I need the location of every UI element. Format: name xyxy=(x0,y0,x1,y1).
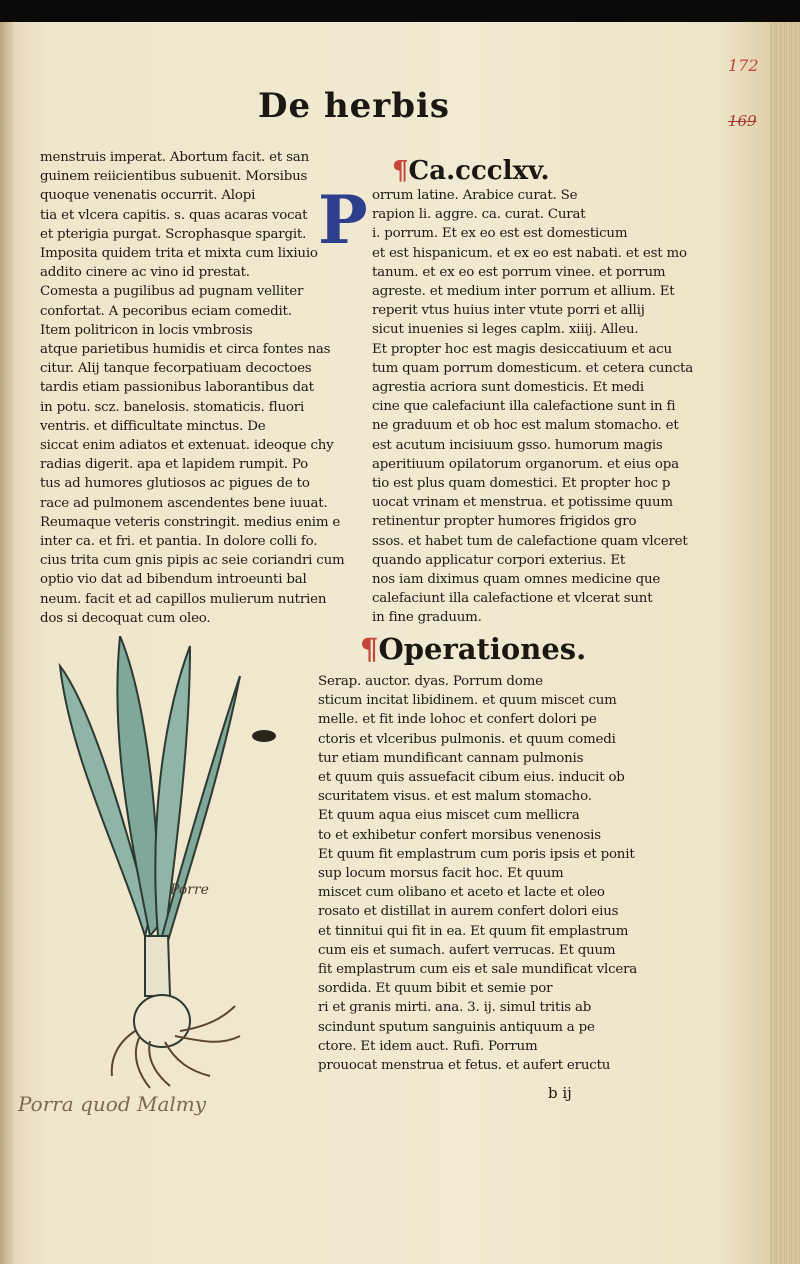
text-line: inter ca. et fri. et pantia. In dolore colli fo. xyxy=(40,534,318,550)
text-line: in fine graduum. xyxy=(372,610,482,626)
text-line: agrestia acriora sunt domesticis. Et medi xyxy=(372,380,644,396)
text-line: dos si decoquat cum oleo. xyxy=(40,610,211,626)
text-line: neum. facit et ad capillos mulierum nutrien xyxy=(40,591,327,607)
text-line: reperit vtus huius inter vtute porri et allij xyxy=(372,303,645,319)
page-edges xyxy=(770,22,800,1264)
text-line: ventris. et difficultate minctus. De xyxy=(40,418,266,434)
text-line: addito cinere ac vino id prestat. xyxy=(40,265,250,281)
text-line: et quum quis assuefacit cibum eius. inducit ob xyxy=(318,770,625,786)
text-line: tia et vlcera capitis. s. quas acaras vocat xyxy=(40,207,308,223)
section-heading xyxy=(360,632,586,666)
text-line: ctoris et vlceribus pulmonis. et quum comedi xyxy=(318,731,616,747)
text-line: scindunt sputum sanguinis antiquum a pe xyxy=(318,1019,595,1035)
text-line: rosato et distillat in aurem confert dolori eius xyxy=(318,904,619,920)
running-header: De herbis xyxy=(258,86,451,126)
text-line: calefaciunt illa calefactione et vlcerat sunt xyxy=(372,591,653,607)
pilcrow-icon: ¶ xyxy=(392,156,409,186)
text-line: miscet cum olibano et aceto et lacte et oleo xyxy=(318,885,605,901)
folio-number: 172 xyxy=(728,56,759,75)
text-line: est acutum incisiuum gsso. humorum magis xyxy=(372,437,663,453)
text-line: rapion li. aggre. ca. curat. Curat xyxy=(372,207,586,223)
text-line: sordida. Et quum bibit et semie por xyxy=(318,981,553,997)
leek-plant-illustration xyxy=(50,636,270,1096)
text-line: to et exhibetur confert morsibus venenosis xyxy=(318,827,601,843)
initial-letter-p: P xyxy=(318,181,368,259)
text-line: optio vio dat ad bibendum introeunti bal xyxy=(40,572,307,588)
text-line: et est hispanicum. et ex eo est nabati. et est mo xyxy=(372,245,687,261)
text-line: ctore. Et idem auct. Rufi. Porrum xyxy=(318,1038,538,1054)
text-line: race ad pulmonem ascendentes bene iuuat. xyxy=(40,495,328,511)
text-line: ri et granis mirti. ana. 3. ij. simul tritis ab xyxy=(318,1000,592,1016)
operationes-column xyxy=(318,672,638,1075)
text-line: tardis etiam passionibus laborantibus dat xyxy=(40,380,314,396)
text-line: ne graduum et ob hoc est malum stomacho. et xyxy=(372,418,679,434)
text-line: cum eis et sumach. aufert verrucas. Et quum xyxy=(318,942,616,958)
text-line: tur etiam mundificant cannam pulmonis xyxy=(318,750,584,766)
text-line: Et quum fit emplastrum cum poris ipsis et ponit xyxy=(318,846,635,862)
text-line: Imposita quidem trita et mixta cum lixiuio xyxy=(40,246,318,262)
text-line: uocat vrinam et menstrua. et potissime quum xyxy=(372,495,673,511)
text-line: Item politricon in locis vmbrosis xyxy=(40,322,253,338)
text-line: sup locum morsus facit hoc. Et quum xyxy=(318,866,564,882)
section-heading-text: Operationes. xyxy=(378,632,587,666)
right-column xyxy=(372,186,693,628)
signature-mark: b ij xyxy=(548,1084,572,1102)
text-line: Et quum aqua eius miscet cum mellicra xyxy=(318,808,580,824)
old-folio-number: 169 xyxy=(728,112,757,130)
text-line: Serap. auctor. dyas. Porrum dome xyxy=(318,674,543,689)
text-line: sticum incitat libidinem. et quum miscet cum xyxy=(318,693,617,709)
text-line: ssos. et habet tum de calefactione quam vlceret xyxy=(372,533,688,549)
text-line: siccat enim adiatos et extenuat. ideoque chy xyxy=(40,438,334,454)
text-line: sicut inuenies si leges caplm. xiiij. Alleu. xyxy=(372,322,639,338)
left-column xyxy=(40,148,345,628)
pilcrow-icon: ¶ xyxy=(360,632,379,666)
chapter-heading xyxy=(392,156,550,186)
text-line: Et propter hoc est magis desiccatiuum et acu xyxy=(372,341,672,357)
text-line: tanum. et ex eo est porrum vinee. et porrum xyxy=(372,264,666,280)
top-dark-band xyxy=(0,0,800,22)
text-line: melle. et fit inde lohoc et confert dolori pe xyxy=(318,712,597,728)
text-line: fit emplastrum cum eis et sale mundificat vlcera xyxy=(318,962,638,978)
text-line: i. porrum. Et ex eo est est domesticum xyxy=(372,226,628,242)
text-line: guinem reiicientibus subuenit. Morsibus xyxy=(40,169,308,185)
text-line: Reumaque veteris constringit. medius enim e xyxy=(40,514,341,530)
text-line: prouocat menstrua et fetus. et aufert eructu xyxy=(318,1058,611,1074)
page-gutter xyxy=(0,22,14,1264)
text-line: Comesta a pugilibus ad pugnam velliter xyxy=(40,284,304,300)
text-line: retinentur propter humores frigidos gro xyxy=(372,514,637,530)
text-line: cine que calefaciunt illa calefactione sunt in fi xyxy=(372,399,676,415)
text-line: in potu. scz. banelosis. stomaticis. fluori xyxy=(40,399,305,415)
text-line: tum quam porrum domesticum. et cetera cuncta xyxy=(372,360,693,376)
text-line: tus ad humores glutiosos ac pigues de to xyxy=(40,476,310,492)
text-line: tio est plus quam domestici. Et propter hoc p xyxy=(372,476,671,492)
text-line: scuritatem visus. et est malum stomacho. xyxy=(318,789,592,805)
plant-label-handwriting: Porre xyxy=(170,882,209,898)
text-line: nos iam diximus quam omnes medicine que xyxy=(372,572,661,588)
text-line: confortat. A pecoribus eciam comedit. xyxy=(40,303,292,319)
text-line: menstruis imperat. Abortum facit. et san xyxy=(40,150,310,165)
text-line: radias digerit. apa et lapidem rumpit. Po xyxy=(40,457,309,473)
text-line: agreste. et medium inter porrum et allium. Et xyxy=(372,284,675,300)
text-line: et tinnitui qui fit in ea. Et quum fit emplastrum xyxy=(318,923,629,939)
text-line: quando applicatur corpori exterius. Et xyxy=(372,552,626,568)
text-line: quoque venenatis occurrit. Alopi xyxy=(40,188,256,204)
text-line: orrum latine. Arabice curat. Se xyxy=(372,188,578,203)
text-line: citur. Alij tanque fecorpatiuam decoctoes xyxy=(40,361,312,377)
chapter-heading-text: Ca.ccclxv. xyxy=(408,156,550,186)
text-line: et pterigia purgat. Scrophasque spargit. xyxy=(40,226,307,242)
text-line: atque parietibus humidis et circa fontes nas xyxy=(40,342,331,358)
text-line: cius trita cum gnis pipis ac seie coriandri cum xyxy=(40,553,345,569)
text-line: aperitiuum opilatorum organorum. et eius opa xyxy=(372,456,679,472)
marginal-handwriting: Porra quod Malmy xyxy=(18,1092,207,1116)
